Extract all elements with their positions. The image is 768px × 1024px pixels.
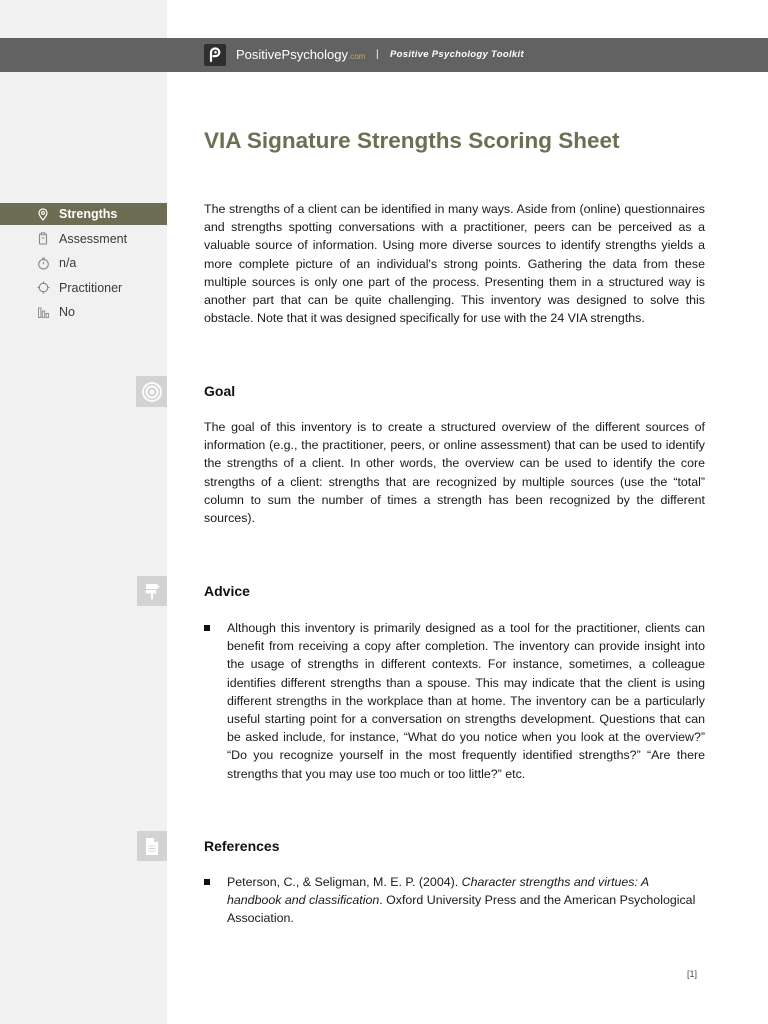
sidebar-item-label: Assessment bbox=[59, 231, 128, 246]
reference-suffix: . Oxford University Press and the American Psychological Association. bbox=[227, 893, 696, 926]
target-icon bbox=[136, 376, 167, 407]
sidebar-item-assessment bbox=[0, 228, 167, 250]
sidebar-item-label: n/a bbox=[59, 256, 77, 270]
bar-chart-icon bbox=[36, 305, 50, 319]
advice-list bbox=[204, 619, 705, 783]
brand-name[interactable]: PositivePsychology.com bbox=[236, 47, 366, 62]
sidebar-item-label: Strengths bbox=[59, 207, 118, 221]
page-title: VIA Signature Strengths Scoring Sheet bbox=[204, 128, 620, 153]
bullet-square-icon bbox=[204, 625, 210, 631]
goal-heading: Goal bbox=[204, 383, 236, 399]
sidebar-item-strengths bbox=[0, 203, 167, 225]
toolkit-label: Positive Psychology Toolkit bbox=[390, 49, 524, 60]
brand-suffix: .com bbox=[348, 52, 366, 61]
p-logo-icon bbox=[204, 44, 226, 66]
header-bar bbox=[0, 38, 768, 72]
goal-paragraph: The goal of this inventory is to create a structured overview of the different sources of information (e.g., the practitioner, peers, or online assessment) that can be used to identify the strengths of a client. In other words, the overview can be used to identify the core strengths of a client: strengths that are recognized by multiple sources (use the “total” column to sum the number of times a strength has been recognized by the different sources). bbox=[204, 420, 705, 526]
reference-title: Character strengths and virtues: A handbook and classification bbox=[227, 875, 649, 908]
sidebar-item-homework bbox=[0, 301, 167, 323]
crosshair-icon bbox=[36, 281, 50, 295]
sidebar-item-label: Practitioner bbox=[59, 280, 123, 295]
references-heading: References bbox=[204, 838, 280, 854]
reference-prefix: Peterson, C., & Seligman, M. E. P. (2004). bbox=[227, 875, 462, 889]
references-list bbox=[204, 873, 704, 928]
advice-item-text: Although this inventory is primarily designed as a tool for the practitioner, clients can benefit from receiving a copy after completion. The inventory can provide insight into the usage of strengths in different contexts. For instance, sometimes, a colleague identifies different strengths than a spouse. This may indicate that the client is using different strengths in the workplace than at home. The inventory can be a particularly useful starting point for a conversation on strengths development. Questions that can be asked include, for instance, “What do you notice when you look at the overview?” “Do you recognize yourself in the most frequently identified strengths?” “Are there strengths that you may use too much or too little?” etc. bbox=[227, 621, 705, 781]
intro-paragraph: The strengths of a client can be identified in many ways. Aside from (online) questionnaires and strengths spotting conversations with a practitioner, peers can be perceived as a valuable source of information. Using more diverse sources to identify strengths yields a more complete picture of an individual's strong points. Gathering the data from these multiple sources is only one part of the process. Presenting them in a structured way is another part that can be quite challenging. This inventory was designed to solve this obstacle. Note that it was designed specifically for use with the 24 VIA strengths. bbox=[204, 202, 705, 326]
list-item bbox=[204, 873, 704, 928]
header-separator: | bbox=[376, 49, 379, 60]
bullet-square-icon bbox=[204, 879, 210, 885]
sidebar-item-label: No bbox=[59, 305, 75, 319]
page-number: [1] bbox=[687, 969, 698, 979]
signpost-icon bbox=[137, 576, 167, 606]
document-icon bbox=[137, 831, 167, 861]
sidebar-item-duration bbox=[0, 252, 167, 274]
sidebar-meta-list bbox=[0, 203, 167, 326]
list-item bbox=[204, 619, 705, 783]
clipboard-icon bbox=[36, 232, 50, 246]
stopwatch-icon bbox=[36, 256, 50, 270]
sidebar-background bbox=[0, 0, 167, 1024]
location-pin-icon bbox=[36, 207, 50, 221]
advice-heading: Advice bbox=[204, 583, 250, 599]
sidebar-item-practitioner bbox=[0, 277, 167, 299]
